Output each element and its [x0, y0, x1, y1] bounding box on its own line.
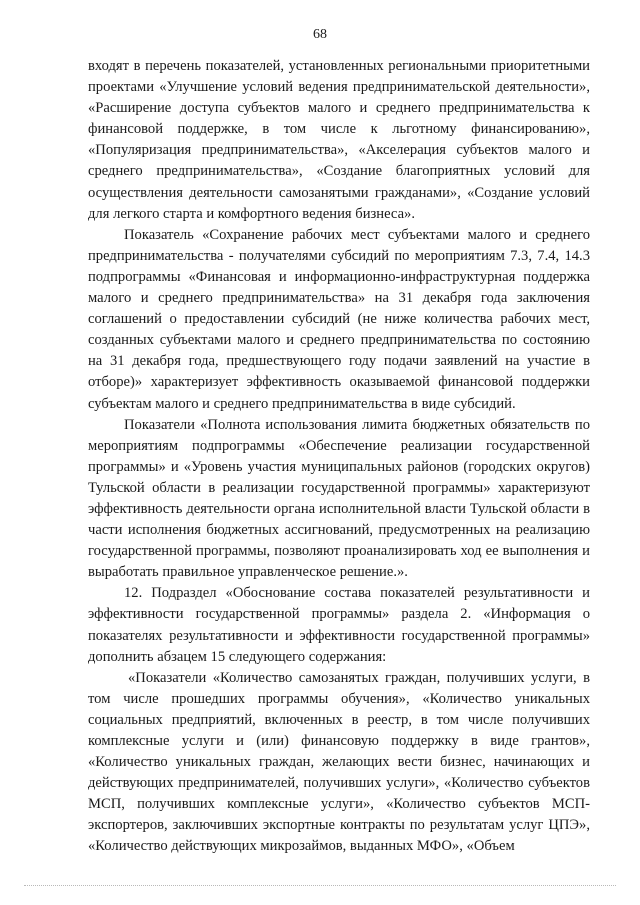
paragraph-projects-list: входят в перечень показателей, установленных региональными приоритетными проектами «Улучшение условий ведения предпринимательской деятельности», «Расширение доступа субъектов малого и среднего предпринимательства к финансовой поддержке, в том числе к льготному финансированию», «Популяризация предпринимательства», «Акселерация субъектов малого и среднего предпринимательства», «Создание благоприятных условий для осуществления деятельности самозанятыми гражданами», «Создание условий для легкого старта и комфортного ведения бизнеса». — [88, 58, 590, 222]
paragraph-new-indicators: «Показатели «Количество самозанятых граждан, получивших услуги, в том числе прошедших программы обучения», «Количество уникальных социальных предприятий, включенных в реестр, в том числе получивших комплексные услуги и (или) финансовую поддержку в виде грантов», «Количество уникальных граждан, желающих вести бизнес, начинающих и действующих предпринимателей, получивших услуги», «Количество субъектов МСП, получивших комплексные услуги», «Количество субъектов МСП-экспортеров, заключивших экспортные контракты по результатам услуг ЦПЭ», «Количество действующих микрозаймов, выданных МФО», «Объем — [88, 669, 590, 855]
paragraph-budget-indicators: Показатели «Полнота использования лимита бюджетных обязательств по мероприятиям подпрограммы «Обеспечение реализации государственной программы» и «Уровень участия муниципальных районов (городских округов) Тульской области в реализации государственной программы» характеризуют эффективность деятельности органа исполнительной власти Тульской области в части исполнения бюджетных ассигнований, предусмотренных на реализацию государственной программы, позволяют проанализировать ход ее выполнения и выработать правильное управленческое решение.». — [88, 416, 590, 581]
scan-edge-divider — [24, 885, 616, 886]
paragraph-jobs-indicator: Показатель «Сохранение рабочих мест субъектами малого и среднего предпринимательства - получателями субсидий по мероприятиям 7.3, 7.4, 14.3 подпрограммы «Финансовая и информационно-инфраструктурная поддержка малого и среднего предпринимательства» на 31 декабря года заключения соглашений о предоставлении субсидий (не ниже количества рабочих мест, созданных субъектами малого и среднего предпринимательства по состоянию на 31 декабря года, предшествующего году подачи заявлений на участие в отборе)» характеризует эффективность оказываемой финансовой поддержки субъектам малого и среднего предпринимательства в виде субсидий. — [88, 226, 590, 412]
page-number: 68 — [313, 27, 327, 42]
paragraph-subsection-12: 12. Подраздел «Обоснование состава показателей результативности и эффективности государственной программы» раздела 2. «Информация о показателях результативности и эффективности государственной программы» дополнить абзацем 15 следующего содержания: — [88, 585, 590, 665]
document-body — [88, 56, 590, 858]
